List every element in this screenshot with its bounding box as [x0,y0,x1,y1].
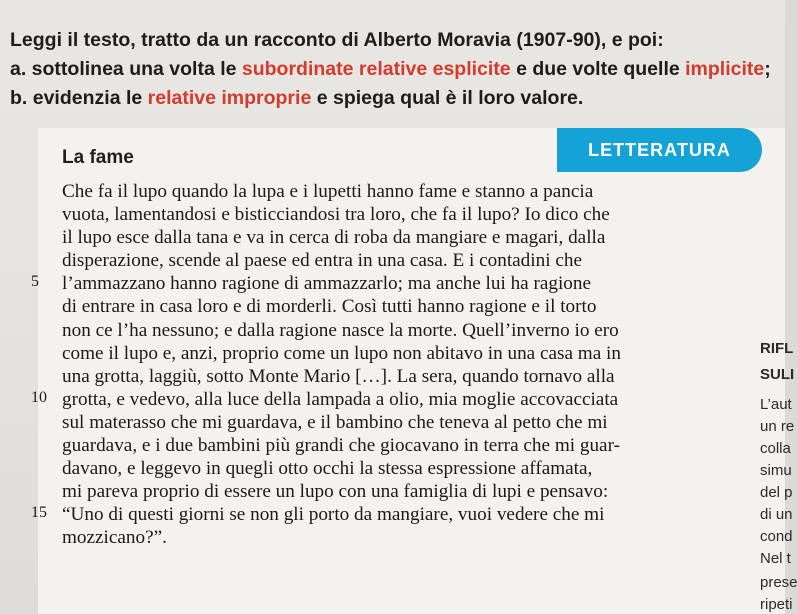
story-line: non ce l’ha nessuno; e dalla ragione nasce la morte. Quell’inverno io ero [62,319,619,341]
story-line: una grotta, laggiù, sotto Monte Mario […]. La sera, quando tornavo alla [62,365,615,387]
instruction-line-1: Leggi il testo, tratto da un racconto di Alberto Moravia (1907-90), e poi: [10,29,664,51]
story-line: di entrare in casa loro e di morderli. Così tutti hanno ragione e il torto [62,296,597,318]
story-line: Che fa il lupo quando la lupa e i lupetti hanno fame e stanno a pancia [62,181,594,202]
sidebar-fragment: un re [760,418,795,435]
instruction-line-b: b. evidenzia le relative improprie e spiega qual è il loro valore. [10,87,584,109]
story-line: mi pareva proprio di essere un lupo con una famiglia di lupi e pensavo: [62,481,609,503]
story-line: vuota, lamentandosi e bisticciandosi tra loro, che fa il lupo? Io dico che [62,204,610,226]
sidebar-fragment: del p [760,484,793,501]
sidebar-fragment: cond [760,528,793,545]
sidebar-fragment: simu [760,462,792,479]
sidebar-fragment: prese [760,574,798,591]
instruction-line-a: a. sottolinea una volta le subordinate relative esplicite e due volte quelle implicite; [10,58,771,80]
story-line: disperazione, scende al paese ed entra in una casa. E i contadini che [62,250,582,272]
story-line: come il lupo e, anzi, proprio come un lupo non abitavo in una casa ma in [62,342,621,364]
story-line: il lupo esce dalla tana e va in cerca di roba da mangiare e magari, dalla [62,227,606,249]
sidebar-fragment: di un [760,506,793,523]
story-line: mozzicano?”. [62,527,167,549]
story-title: La fame [62,147,134,168]
story-line: grotta, e vedevo, alla luce della lampada a olio, mia moglie accovacciata [62,388,619,410]
sidebar-fragment: RIFL [760,340,794,357]
sidebar-fragment: ripeti [760,596,793,613]
line-number-10: 10 [31,389,47,406]
exercise-instructions [10,26,785,113]
story-line: sul materasso che mi guardava, e il bambino che teneva al petto che mi [62,411,608,433]
sidebar-fragment: colla [760,440,791,457]
story-text [62,180,722,550]
story-line: l’ammazzano hanno ragione di ammazzarlo; ma anche lui ha ragione [62,273,592,295]
story-line: davano, e leggevo in quegli otto occhi la stessa espressione affamata, [62,458,593,480]
story-line: “Uno di questi giorni se non gli porto da mangiare, vuoi vedere che mi [62,504,605,526]
letteratura-badge: LETTERATURA [557,128,762,172]
sidebar-fragment: L’aut [760,396,792,413]
line-number-5: 5 [31,273,39,290]
sidebar-fragment: Nel t [760,550,791,567]
sidebar-fragment: SULI [760,366,795,383]
line-number-15: 15 [31,504,47,521]
story-line: guardava, e i due bambini più grandi che giocavano in terra che mi guar- [62,435,620,457]
